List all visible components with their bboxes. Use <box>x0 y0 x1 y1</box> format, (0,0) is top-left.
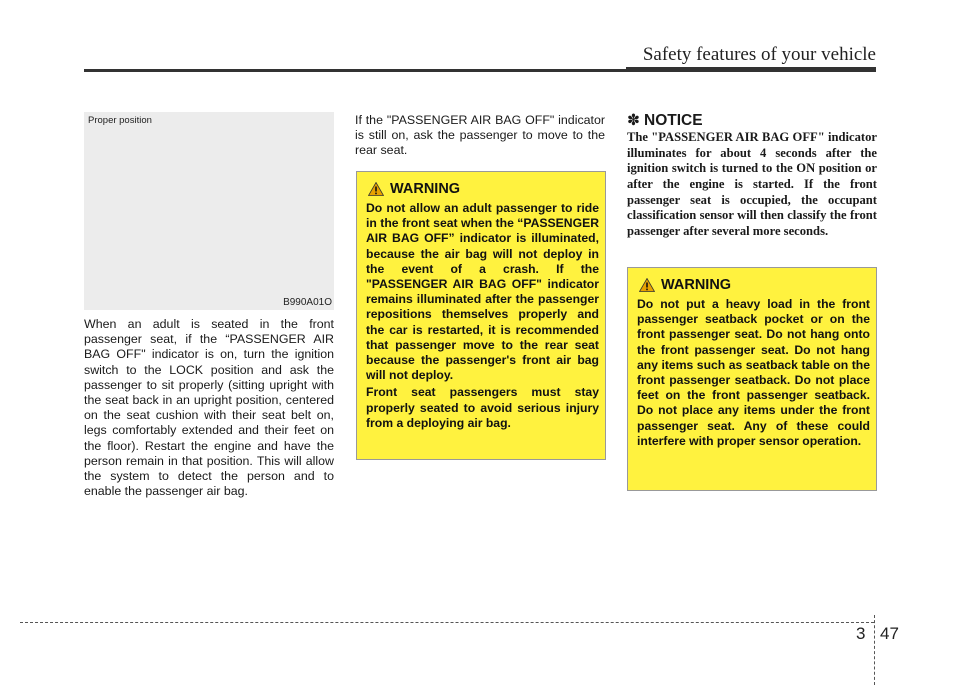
page-header-title: Safety features of your vehicle <box>642 44 876 65</box>
warning-paragraph: Do not put a heavy load in the front passenger seatback pocket or on the front passenger seat. Do not hang onto the front passenger seat. Do not hang any items such as seatback table on the front passenger seatback. Do not place feet on the front passenger seatback. Do not place any items under the front passenger seat. Any of these could interfere with proper sensor operation. <box>637 297 870 448</box>
warning-paragraph: Do not allow an adult passenger to ride in the front seat when the “PASSENGER AIR BAG OFF” indicator is illuminated, because the air bag will not deploy in the event of a crash. If the "PASSENGER AIR BAG OFF" indicator remains illuminated after the passenger repositions themselves properly and the car is restarted, it is recommended that passenger move to the rear seat because the passenger's front air bag will not deploy. <box>366 201 599 383</box>
warning-title: WARNING <box>661 277 732 293</box>
chapter-number: 3 <box>856 624 866 643</box>
warning-title: WARNING <box>390 181 461 197</box>
page-number-separator <box>874 615 876 685</box>
header-rule <box>84 69 876 72</box>
warning-paragraph: Front seat passengers must stay properly seated to avoid serious injury from a deploying air bag. <box>366 385 599 430</box>
notice-section <box>627 113 877 239</box>
notice-asterisk-icon: ✽ <box>627 112 640 129</box>
notice-header <box>627 113 877 128</box>
col1-paragraph: When an adult is seated in the front passenger seat, if the “PASSENGER AIR BAG OFF" indicator is on, turn the ignition switch to the LOCK position and ask the passenger to sit properly (sitting upright with the seat back in an upright position, centered on the seat cushion with their seat belt on, legs comfortably extended and their feet on the floor). Restart the engine and have the person remain in that position. This will allow the system to detect the person and to enable the passenger air bag. <box>84 317 334 499</box>
warning-box-seat-load <box>627 267 877 491</box>
warning-box-adult-passenger <box>356 171 606 460</box>
figure-proper-position <box>84 112 334 310</box>
warning-header <box>368 181 599 197</box>
warning-body <box>637 297 870 449</box>
figure-label: Proper position <box>88 115 152 126</box>
page-number: 47 <box>880 624 899 643</box>
col2-paragraph: If the "PASSENGER AIR BAG OFF" indicator is still on, ask the passenger to move to the rear seat. <box>355 113 605 158</box>
notice-body: The "PASSENGER AIR BAG OFF" indicator illuminates for about 4 seconds after the ignition switch is turned to the ON position or after the engine is started. If the front passenger seat is occupied, the occupant classification sensor will then classify the front passenger after several more seconds. <box>627 130 877 238</box>
footer-rule <box>20 622 874 623</box>
warning-body <box>366 201 599 431</box>
warning-triangle-icon <box>639 278 655 292</box>
notice-title: NOTICE <box>644 112 703 129</box>
figure-code: B990A01O <box>283 297 332 308</box>
warning-header <box>639 277 870 293</box>
warning-triangle-icon <box>368 182 384 196</box>
